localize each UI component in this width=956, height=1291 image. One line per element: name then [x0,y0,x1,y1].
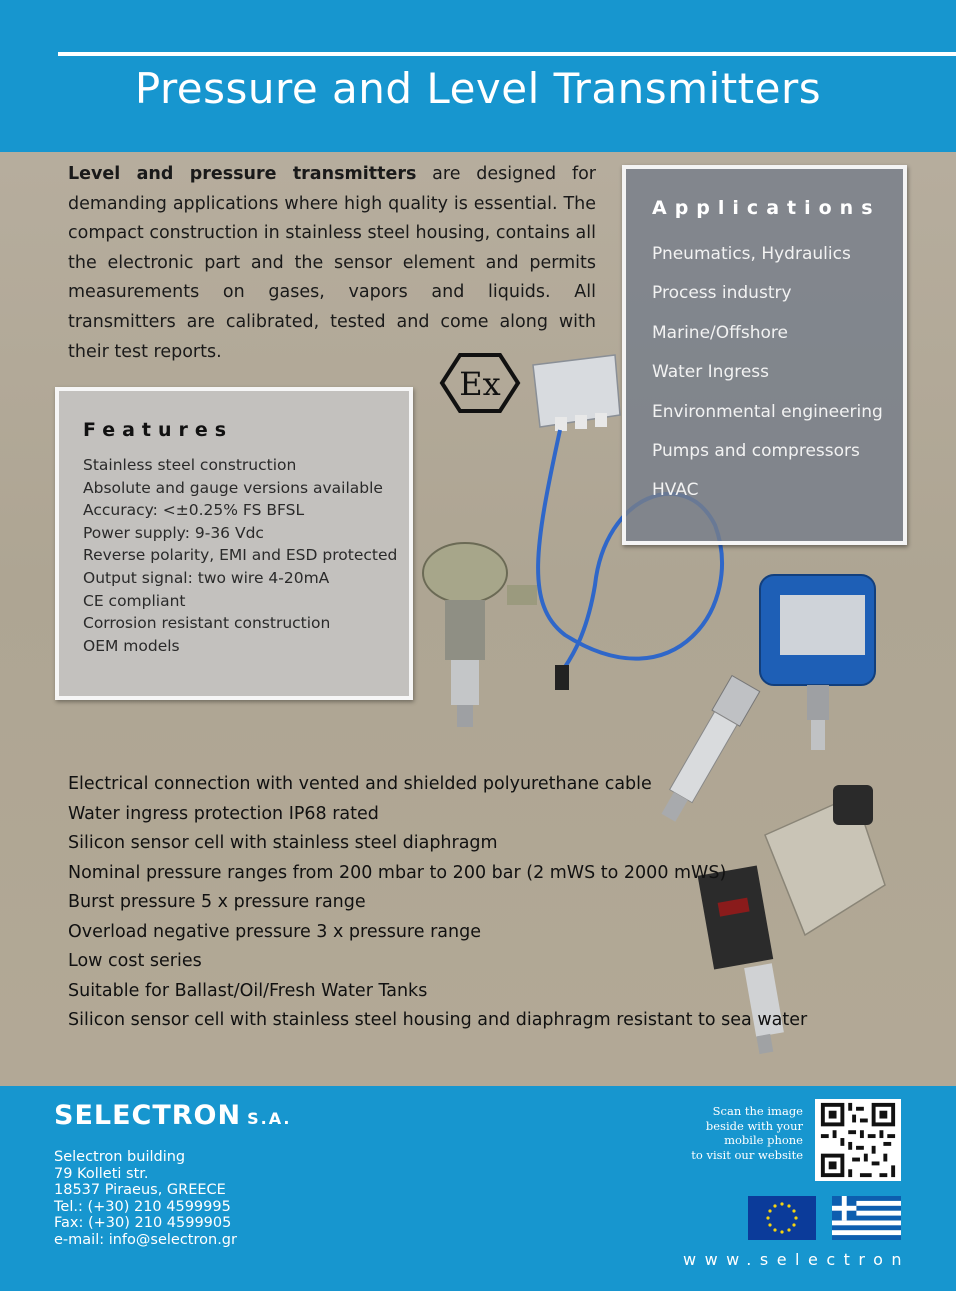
list-item: Marine/Offshore [652,322,788,343]
qr-instruction-line: Scan the image [712,1104,803,1118]
intro-body: are designed for demanding applications where high quality is essential. The compact construction in stainless steel housing, contains all the electronic part and the sensor element and permits measurements on gases, vapors and liquids. All transmitters are calibrated, tested and come along with their test reports. [68,164,597,362]
eu-flag-icon [748,1196,816,1240]
list-item: Corrosion resistant construction [83,614,331,633]
company-logo [54,1100,291,1131]
atex-ex-icon [442,355,518,411]
list-item: Water ingress protection IP68 rated [68,803,379,824]
list-item: Reverse polarity, EMI and ESD protected [83,546,398,565]
header-divider [58,52,956,56]
intro-paragraph [68,160,596,367]
applications-list [652,243,883,519]
list-item: OEM models [83,636,180,655]
list-item: Silicon sensor cell with stainless steel housing and diaphragm resistant to sea water [68,1010,808,1030]
applications-title: Applications [652,197,881,219]
fax-line: Fax: (+30) 210 4599905 [54,1215,232,1232]
features-panel [55,387,413,700]
list-item: Stainless steel construction [83,456,297,474]
phone-line: Tel.: (+30) 210 4599995 [54,1198,231,1215]
list-item: Electrical connection with vented and shielded polyurethane cable [68,774,652,794]
list-item: Silicon sensor cell with stainless steel diaphragm [68,833,498,853]
company-address [54,1149,237,1249]
list-item: CE compliant [83,591,186,610]
page-title: Pressure and Level Transmitters [134,64,822,113]
list-item: Low cost series [68,951,202,971]
qr-code-icon[interactable] [815,1099,901,1181]
list-item: Overload negative pressure 3 x pressure range [68,921,481,942]
list-item: Suitable for Ballast/Oil/Fresh Water Tanks [68,980,428,1001]
features-list [83,454,397,657]
list-item: Process industry [652,283,792,304]
list-item: Power supply: 9-36 Vdc [83,523,264,542]
list-item: Nominal pressure ranges from 200 mbar to 200 bar (2 mWS to 2000 mWS) [68,862,727,883]
blue-housing-transmitter-image [760,575,875,750]
atex-ex-label: Ex [459,365,501,403]
email-line: e-mail: info@selectron.gr [54,1231,237,1248]
list-item: Environmental engineering [652,401,883,422]
qr-instruction-line: beside with your [705,1118,803,1133]
website-link[interactable]: www.selectron [683,1250,911,1269]
list-item: Water Ingress [652,362,770,383]
list-item: Pumps and compressors [652,440,860,461]
address-line: Selectron building [54,1149,186,1165]
cable-connector-image [555,665,569,690]
head-transmitter-image [423,543,537,727]
list-item: Accuracy: <±0.25% FS BFSL [83,501,305,520]
list-item: Pneumatics, Hydraulics [652,244,851,264]
qr-instructions [660,1104,803,1162]
qr-instruction-line: mobile phone [724,1133,803,1147]
features-title: Features [83,419,234,441]
list-item: HVAC [652,480,699,501]
spec-list [68,771,807,1037]
list-item: Output signal: two wire 4-20mA [83,568,330,587]
junction-box-image [533,355,620,431]
logo-suffix: S.A. [247,1109,292,1128]
intro-lead: Level and pressure transmitters [68,164,417,184]
greek-flag-icon [832,1196,901,1240]
qr-instruction-line: to visit our website [691,1147,803,1162]
logo-name: SELECTRON [54,1100,242,1131]
list-item: Absolute and gauge versions available [83,478,383,497]
address-line: 18537 Piraeus, GREECE [54,1182,226,1199]
address-line: 79 Kolleti str. [54,1165,149,1182]
applications-panel [622,165,907,545]
list-item: Burst pressure 5 x pressure range [68,892,366,912]
